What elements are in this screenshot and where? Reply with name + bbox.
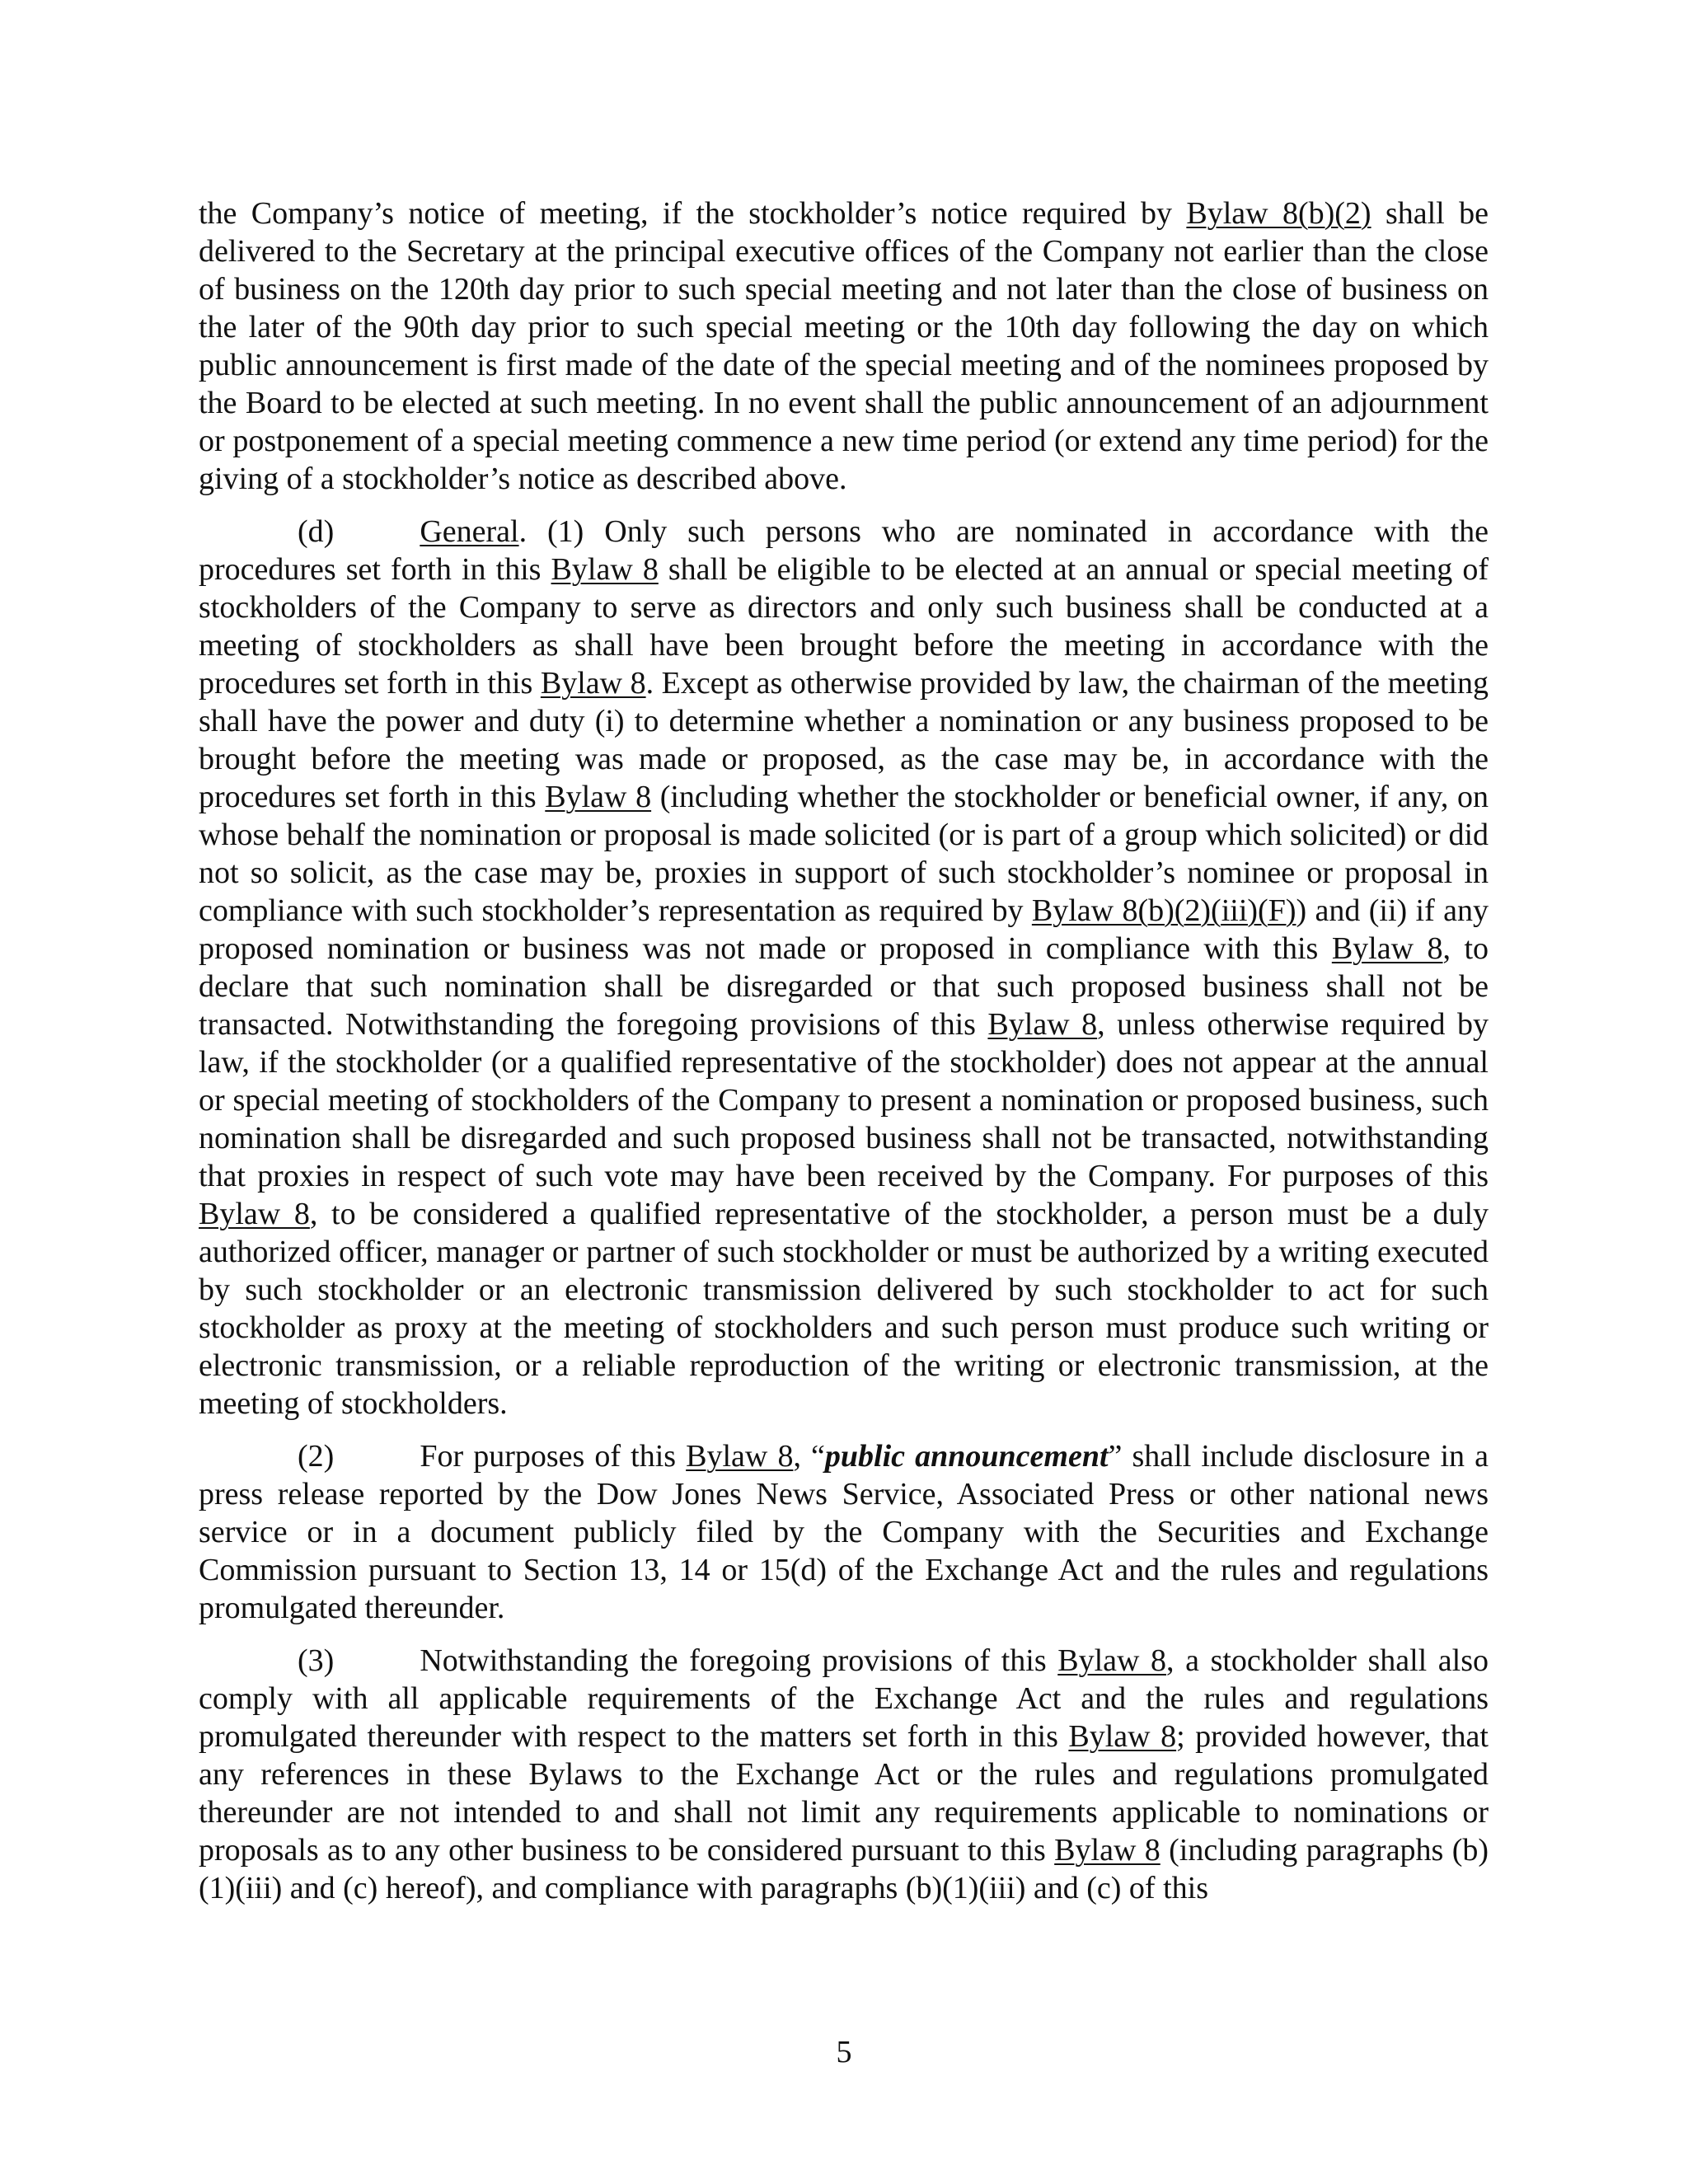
text-run: , to be considered a qualified representative of the stockholder, a person must be a duly authorized officer, manager or partner of such stockholder or must be authorized by a writing executed by such stockholder or an electronic transmission delivered by such stockholder to act for such stockholder as proxy at the meeting of stockholders and such person must produce such writing or electronic transmission, or a reliable reproduction of the writing or electronic transmission, at the meeting of stockholders. xyxy=(199,1197,1489,1421)
bylaw-reference: Bylaw 8(b)(2)(iii)(F) xyxy=(1031,893,1296,928)
bylaw-reference: Bylaw 8 xyxy=(987,1007,1098,1042)
bylaw-reference: Bylaw 8 xyxy=(686,1439,794,1474)
text-run: shall be eligible to be elected at an annual or special meeting of stockholders of the Company to serve as directors and only such business shall be conducted at a meeting of stockholders as shall have been brought before the meeting in accordance with the procedures set forth in this xyxy=(199,552,1489,701)
bylaw-reference: Bylaw 8(b)(2) xyxy=(1186,196,1372,231)
bylaw-reference: Bylaw 8 xyxy=(1057,1643,1167,1678)
paragraph-label: (3) xyxy=(298,1643,335,1678)
paragraph-label: (d) xyxy=(298,514,335,549)
text-run: . (1) Only such persons who are nominated in accordance with the procedures set forth in this xyxy=(199,514,1489,587)
bylaw-reference: Bylaw 8 xyxy=(1331,931,1443,966)
bylaw-reference: Bylaw 8 xyxy=(199,1197,310,1231)
bylaw-reference: Bylaw 8 xyxy=(551,552,659,587)
page-number: 5 xyxy=(836,2035,852,2069)
text-run: ) and (ii) if any proposed nomination or business was not made or proposed in compliance with this xyxy=(199,893,1489,966)
text-run: the Company’s notice of meeting, if the stockholder’s notice required by xyxy=(199,196,1187,231)
text-run: , a stockholder shall also comply with all applicable requirements of the Exchange Act and the rules and regulations promulgated thereunder with respect to the matters set forth in this xyxy=(199,1643,1489,1754)
text-run: , to declare that such nomination shall be disregarded or that such proposed business shall not be transacted. Notwithstanding the foregoing provisions of this xyxy=(199,931,1489,1042)
bylaw-reference: Bylaw 8 xyxy=(1054,1833,1160,1868)
paragraph-continuation xyxy=(199,194,1489,498)
text-run: , unless otherwise required by law, if the stockholder (or a qualified representative of the stockholder) does not appear at the annual or special meeting of stockholders of the Company to present a nomination or proposed business, such nomination shall be disregarded and such proposed business shall not be transacted, notwithstanding that proxies in respect of such vote may have been received by the Company. For purposes of this xyxy=(199,1007,1489,1193)
text-run: For purposes of this xyxy=(420,1439,687,1474)
text-run: Notwithstanding the foregoing provisions of this xyxy=(420,1643,1058,1678)
text-run: shall be delivered to the Secretary at the principal executive offices of the Company not earlier than the close of business on the 120th day prior to such special meeting and not later than the close of business on the later of the 90th day prior to such special meeting or the 10th day following the day on which public announcement is first made of the date of the special meeting and of the nominees proposed by the Board to be elected at such meeting. In no event shall the public announcement of an adjournment or postponement of a special meeting commence a new time period (or extend any time period) for the giving of a stockholder’s notice as described above. xyxy=(199,196,1489,496)
bylaw-reference: Bylaw 8 xyxy=(540,666,646,701)
paragraph-d-general xyxy=(199,513,1489,1422)
text-run: (including paragraphs (b)(1)(iii) and (c) hereof), and compliance with paragraphs (b)(1)(iii) and (c) of this xyxy=(199,1833,1489,1905)
paragraph-2-public-announcement xyxy=(199,1437,1489,1627)
text-run: (including whether the stockholder or beneficial owner, if any, on whose behalf the nomination or proposal is made solicited (or is part of a group which solicited) or did not so solicit, as the case may be, proxies in support of such stockholder’s nominee or proposal in compliance with such stockholder’s representation as required by xyxy=(199,780,1489,928)
text-run: ” shall include disclosure in a press release reported by the Dow Jones News Service, Associated Press or other national news service or in a document publicly filed by the Company with the Securities and Exchange Commission pursuant to Section 13, 14 or 15(d) of the Exchange Act and the rules and regulations promulgated thereunder. xyxy=(199,1439,1489,1625)
paragraph-3-exchange-act xyxy=(199,1642,1489,1907)
bylaw-reference: Bylaw 8 xyxy=(1068,1719,1177,1754)
document-body xyxy=(199,194,1489,1922)
bylaw-reference: Bylaw 8 xyxy=(545,780,652,814)
paragraph-label: (2) xyxy=(298,1439,335,1474)
text-run: , “ xyxy=(793,1439,825,1474)
defined-term: public announcement xyxy=(824,1439,1109,1474)
section-heading: General xyxy=(420,514,519,549)
text-run: ; provided however, that any references in these Bylaws to the Exchange Act or the rules and regulations promulgated thereunder are not intended to and shall not limit any requirements applicable to nominations or proposals as to any other business to be considered pursuant to this xyxy=(199,1719,1489,1868)
text-run: . Except as otherwise provided by law, the chairman of the meeting shall have the power and duty (i) to determine whether a nomination or any business proposed to be brought before the meeting was made or proposed, as the case may be, in accordance with the procedures set forth in this xyxy=(199,666,1489,814)
